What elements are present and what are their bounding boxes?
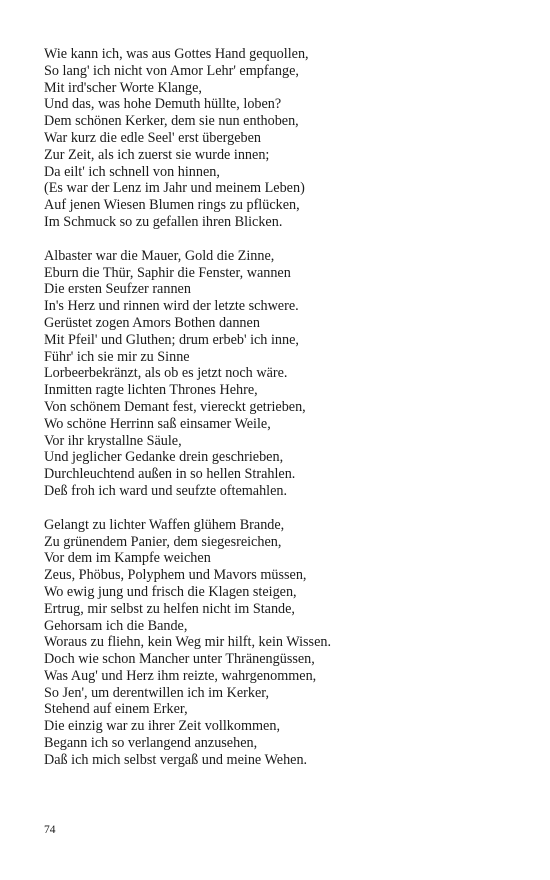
poem-line: Daß ich mich selbst vergaß und meine Wehen. bbox=[44, 751, 308, 768]
poem-line: Begann ich so verlangend anzusehen, bbox=[44, 735, 258, 752]
poem-line: Inmitten ragte lichten Thrones Hehre, bbox=[44, 382, 258, 399]
poem-line: Vor dem im Kampfe weichen bbox=[44, 550, 211, 567]
poem-line: Doch wie schon Mancher unter Thränengüssen, bbox=[44, 651, 315, 668]
poem-line: Wo schöne Herrinn saß einsamer Weile, bbox=[44, 415, 271, 432]
poem-line: Dem schönen Kerker, dem sie nun enthoben, bbox=[44, 113, 299, 130]
poem-line: Mit ird'scher Worte Klange, bbox=[44, 79, 202, 96]
poem-line: (Es war der Lenz im Jahr und meinem Leben) bbox=[44, 180, 305, 197]
poem-line: In's Herz und rinnen wird der letzte schwere. bbox=[44, 298, 299, 315]
poem-line: Durchleuchtend außen in so hellen Strahlen. bbox=[44, 466, 296, 483]
poem-line: Was Aug' und Herz ihm reizte, wahrgenommen, bbox=[44, 667, 317, 684]
poem-line: Gelangt zu lichter Waffen glühem Brande, bbox=[44, 516, 285, 533]
poem-line: Zeus, Phöbus, Polyphem und Mavors müssen, bbox=[44, 567, 307, 584]
poem-line: Vor ihr krystallne Säule, bbox=[44, 432, 182, 449]
poem-line: Deß froh ich ward und seufzte oftemahlen. bbox=[44, 482, 288, 499]
poem-line: Auf jenen Wiesen Blumen rings zu pflücken, bbox=[44, 197, 300, 214]
poem-line: Und jeglicher Gedanke drein geschrieben, bbox=[44, 449, 284, 466]
poem-line: Da eilt' ich schnell von hinnen, bbox=[44, 163, 220, 180]
poem-text bbox=[44, 46, 524, 786]
poem-line: Im Schmuck so zu gefallen ihren Blicken. bbox=[44, 213, 283, 230]
stanza-2 bbox=[44, 248, 524, 500]
poem-line: Die ersten Seufzer rannen bbox=[44, 281, 191, 298]
poem-line: Ertrug, mir selbst zu helfen nicht im Stande, bbox=[44, 600, 295, 617]
poem-line: So Jen', um derentwillen ich im Kerker, bbox=[44, 684, 269, 701]
poem-line: Die einzig war zu ihrer Zeit vollkommen, bbox=[44, 718, 280, 735]
poem-line: Eburn die Thür, Saphir die Fenster, wannen bbox=[44, 264, 291, 281]
poem-line: Stehend auf einem Erker, bbox=[44, 701, 188, 718]
poem-line: Wie kann ich, was aus Gottes Hand gequollen, bbox=[44, 46, 309, 62]
page-number: 74 bbox=[44, 824, 56, 836]
poem-line: Woraus zu fliehn, kein Weg mir hilft, kein Wissen. bbox=[44, 634, 332, 651]
poem-line: Gehorsam ich die Bande, bbox=[44, 617, 188, 634]
poem-line: Mit Pfeil' und Gluthen; drum erbeb' ich inne, bbox=[44, 331, 299, 348]
poem-line: Zu grünendem Panier, dem siegesreichen, bbox=[44, 533, 282, 550]
stanza-1 bbox=[44, 46, 524, 231]
stanza-3 bbox=[44, 517, 524, 769]
poem-line: Lorbeerbekränzt, als ob es jetzt noch wäre. bbox=[44, 365, 288, 382]
poem-line: Von schönem Demant fest, viereckt getrieben, bbox=[44, 398, 306, 415]
poem-line: Gerüstet zogen Amors Bothen dannen bbox=[44, 314, 260, 331]
poem-line: Wo ewig jung und frisch die Klagen steigen, bbox=[44, 583, 297, 600]
poem-line: Albaster war die Mauer, Gold die Zinne, bbox=[44, 247, 275, 264]
poem-line: War kurz die edle Seel' erst übergeben bbox=[44, 129, 262, 146]
poem-line: So lang' ich nicht von Amor Lehr' empfange, bbox=[44, 62, 299, 79]
poem-line: Und das, was hohe Demuth hüllte, loben? bbox=[44, 96, 282, 113]
poem-line: Zur Zeit, als ich zuerst sie wurde innen; bbox=[44, 146, 270, 163]
poem-line: Führ' ich sie mir zu Sinne bbox=[44, 348, 190, 365]
